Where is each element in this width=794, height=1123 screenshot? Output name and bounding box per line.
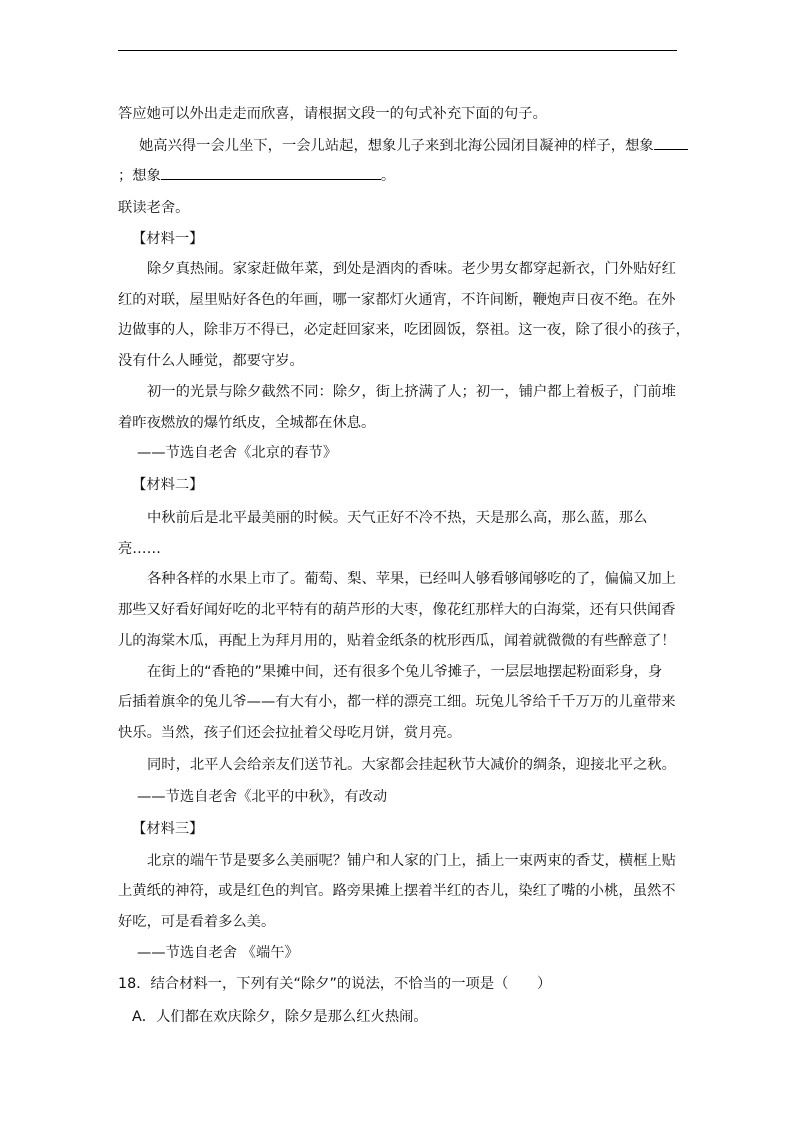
question-sentence-b-prefix: ；想象 — [118, 168, 161, 184]
question-sentence-b-suffix: 。 — [380, 168, 396, 184]
material-1-line: 红的对联，屋里贴好各色的年画，哪一家都灯火通宵，不许间断，鞭炮声日夜不绝。在外 — [118, 292, 676, 308]
material-1-line: 除夕真热闹。家家赶做年菜，到处是酒肉的香味。老少男女都穿起新衣，门外贴好红 — [147, 261, 676, 277]
material-1-source: ——节选自老舍《北京的春节》 — [137, 445, 338, 461]
material-3-line: 北京的端午节是要多么美丽呢？铺户和人家的门上，插上一束两束的香艾，横框上贴 — [147, 853, 676, 869]
material-2-source: ——节选自老舍《北平的中秋》，有改动 — [137, 789, 388, 805]
question-18-option-a[interactable]: A．人们都在欢庆除夕，除夕是那么红火热闹。 — [132, 1009, 428, 1025]
material-2-line: 在街上的“香艳的”果摊中间，还有很多个兔儿爷摊子，一层层地摆起粉面彩身，身 — [147, 664, 663, 680]
material-1-line: 初一的光景与除夕截然不同：除夕，街上挤满了人；初一，铺户都上着板子，门前堆 — [147, 384, 676, 400]
material-2-line: 各种各样的水果上市了。葡萄、梨、苹果，已经叫人够看够闻够吃的了，偏偏又加上 — [147, 571, 676, 587]
question-sentence-b — [118, 165, 678, 186]
answer-blank-1[interactable] — [654, 135, 688, 150]
material-2-line: 快乐。当然，孩子们还会拉扯着父母吃月饼，赏月亮。 — [118, 725, 462, 741]
material-2-line: 中秋前后是北平最美丽的时候。天气正好不冷不热，天是那么高，那么蓝，那么 — [147, 510, 648, 526]
material-3-line: 好吃，可是看着多么美。 — [118, 914, 276, 930]
material-1-line: 着昨夜燃放的爆竹纸皮，全城都在休息。 — [118, 415, 376, 431]
question-18: 18．结合材料一，下列有关“除夕”的说法，不恰当的一项是（ ） — [118, 976, 552, 992]
material-2-title: 【材料二】 — [132, 477, 204, 493]
material-2-line: 后插着旗伞的兔儿爷——有大有小，都一样的漂亮工细。玩兔儿爷给千千万万的儿童带来 — [118, 694, 676, 710]
material-2-line: 那些又好看好闻好吃的北平特有的葫芦形的大枣，像花红那样大的白海棠，还有只供闻香 — [118, 602, 676, 618]
question-sentence-a-text: 她高兴得一会儿坐下，一会儿站起，想象儿子来到北海公园闭目凝神的样子，想象 — [139, 138, 654, 154]
material-2-line: 亮…… — [118, 541, 161, 557]
question-intro: 答应她可以外出走走而欣喜，请根据文段一的句式补充下面的句子。 — [118, 106, 547, 122]
question-sentence-a — [139, 135, 679, 156]
material-1-line: 边做事的人，除非万不得已，必定赶回家来，吃团圆饭，祭祖。这一夜，除了很小的孩子， — [118, 322, 690, 338]
material-1-line: 没有什么人睡觉，都要守岁。 — [118, 353, 304, 369]
material-2-line: 儿的海棠木瓜，再配上为拜月用的，贴着金纸条的枕形西瓜，闻着就微微的有些醉意了！ — [118, 633, 676, 649]
material-1-title: 【材料一】 — [132, 231, 204, 247]
reading-prompt: 联读老舍。 — [118, 200, 190, 216]
material-3-source: ——节选自老舍 《端午》 — [137, 945, 299, 961]
answer-blank-2[interactable] — [161, 165, 381, 180]
material-3-line: 上黄纸的神符，或是红色的判官。路旁果摊上摆着半红的杏儿，染红了嘴的小桃，虽然不 — [118, 883, 676, 899]
material-3-title: 【材料三】 — [132, 821, 204, 837]
material-2-line: 同时，北平人会给亲友们送节礼。大家都会挂起秋节大减价的绸条，迎接北平之秋。 — [147, 757, 676, 773]
header-rule — [118, 50, 677, 51]
